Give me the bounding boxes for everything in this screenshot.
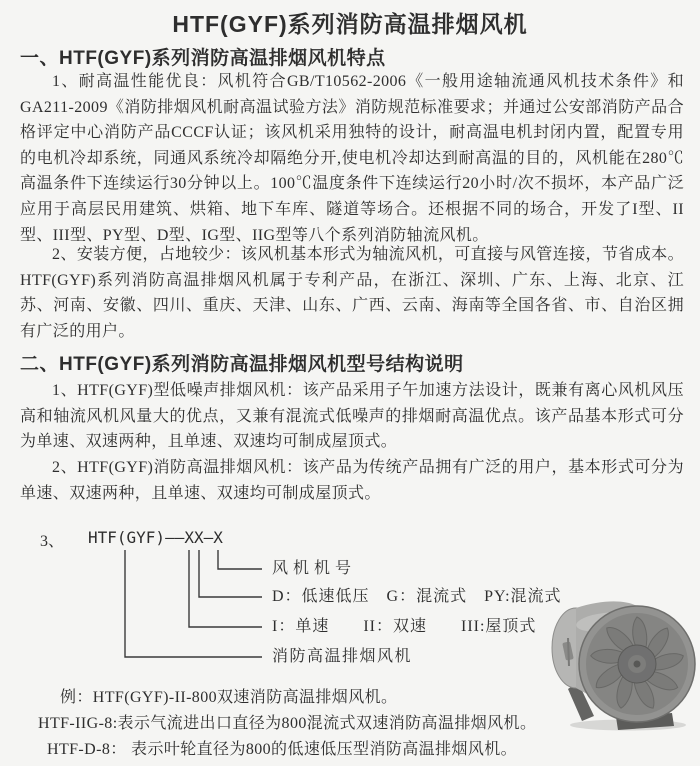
label-type-codes: D：低速低压 G：混流式 PY:混流式 <box>272 588 562 605</box>
label-product-name: 消防高温排烟风机 <box>272 648 413 665</box>
fan-product-photo-icon <box>548 596 700 732</box>
section1-paragraph-2: 2、安装方便，占地较少：该风机基本形式为轴流风机，可直接与风管连接，节省成本。HTF(GYF)系列消防高温排烟风机属于专利产品，在浙江、深圳、广东、上海、北京、江苏、河南、安徽、四川、重庆、天津、山东、广西、云南、海南等全国各省、市、自治区拥有广泛的用户。 <box>20 246 684 340</box>
model-code-text: HTF(GYF)——XX—X <box>88 528 223 547</box>
example-line-2: HTF-IIG-8:表示气流进出口直径为800混流式双速消防高温排烟风机。 <box>38 715 537 732</box>
section2-heading: 二、HTF(GYF)系列消防高温排烟风机型号结构说明 <box>20 354 464 375</box>
section2-paragraph-1: 1、HTF(GYF)型低噪声排烟风机：该产品采用子午加速方法设计，既兼有离心风机风压高和轴流风机风量大的优点，又兼有混流式低噪声的排烟耐高温优点。该产品基本形式可分为单速、双速两种，且单速、双速均可制成屋顶式。 <box>20 382 684 451</box>
label-fan-number: 风机机号 <box>272 560 357 577</box>
section1-paragraph-1: 1、耐高温性能优良：风机符合GB/T10562-2006《一般用途轴流通风机技术条件》和GA211-2009《消防排烟风机耐高温试验方法》消防规范标准要求；并通过公安部消防产品合格评定中心消防产品CCCF认证；该风机采用独特的设计，耐高温电机封闭内置，配置专用的电机冷却系统，同通风系统冷却隔绝分开,使电机冷却达到耐高温的目的，风机能在280℃高温条件下连续运行30分钟以上。100℃温度条件下连续运行20小时/次不损坏，本产品广泛应用于高层民用建筑、烘箱、地下车库、隧道等场合。还根据不同的场合，开发了I型、II型、III型、PY型、D型、IG型、IIG型等八个系列消防轴流风机。 <box>20 73 684 244</box>
example-line-1: 例：HTF(GYF)-II-800双速消防高温排烟风机。 <box>60 689 398 706</box>
section1-heading: 一、HTF(GYF)系列消防高温排烟风机特点 <box>20 48 386 69</box>
diagram-item-number: 3、 <box>40 533 65 550</box>
example-line-3: HTF-D-8： 表示叶轮直径为800的低速低压型消防高温排烟风机。 <box>47 741 518 758</box>
section2-paragraph-2: 2、HTF(GYF)消防高温排烟风机：该产品为传统产品拥有广泛的用户，基本形式可分为单速、双速两种，且单速、双速均可制成屋顶式。 <box>20 459 684 502</box>
page-title: HTF(GYF)系列消防高温排烟风机 <box>172 11 528 37</box>
label-speed-codes: I：单速 II：双速 III:屋顶式 <box>272 618 537 635</box>
